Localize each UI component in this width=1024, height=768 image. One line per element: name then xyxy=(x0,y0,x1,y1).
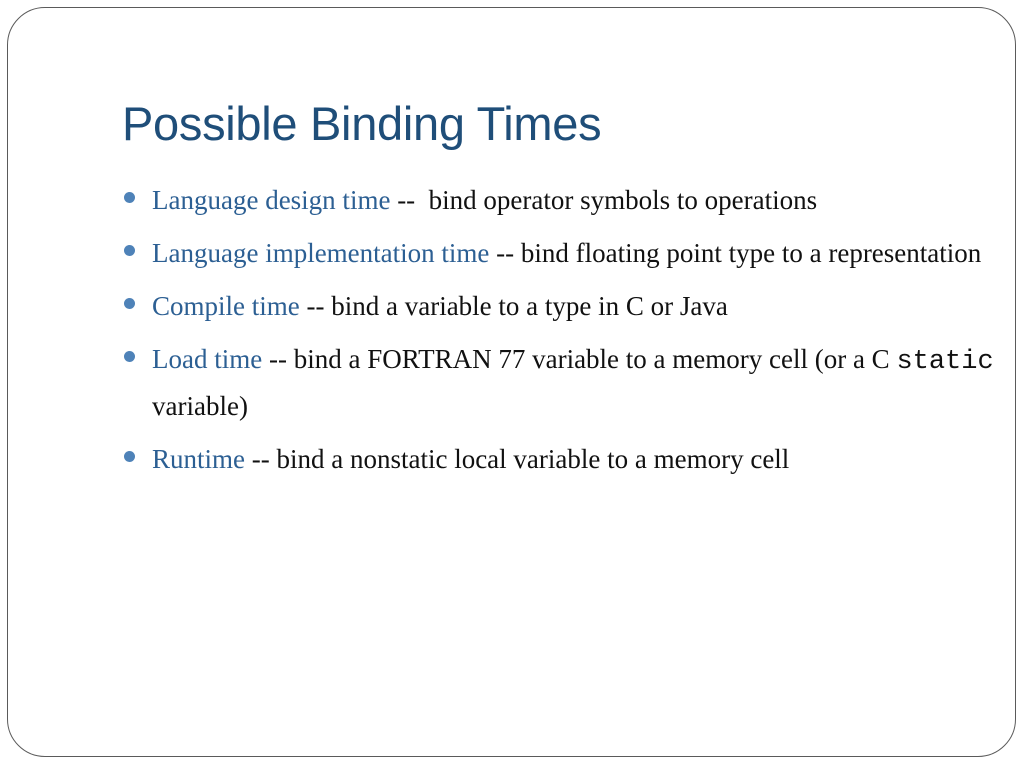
bullet-text-after: variable) xyxy=(152,391,248,421)
bullet-text: bind a nonstatic local variable to a memory cell xyxy=(276,444,790,474)
slide-title: Possible Binding Times xyxy=(122,97,602,150)
slide-frame xyxy=(7,7,1016,757)
bullet-dot-icon xyxy=(124,451,135,462)
bullet-separator: -- xyxy=(299,291,332,321)
bullet-text: bind floating point type to a representation xyxy=(520,238,982,268)
code-keyword-static: static xyxy=(896,347,994,377)
bullet-dot-icon xyxy=(124,351,135,362)
bullet-separator: -- xyxy=(245,444,277,474)
bullet-dot-icon xyxy=(124,245,135,256)
bullet-term: Language implementation time xyxy=(152,238,490,268)
bullet-term: Language design time xyxy=(152,185,391,215)
bullet-item-load-time xyxy=(120,337,1000,428)
bullet-text: bind a variable to a type in C or Java xyxy=(331,291,728,321)
bullet-separator: -- xyxy=(390,185,429,215)
bullet-list xyxy=(120,178,1000,490)
bullet-separator: -- xyxy=(262,344,294,374)
bullet-separator: -- xyxy=(489,238,521,268)
bullet-term: Load time xyxy=(152,344,263,374)
bullet-text: bind operator symbols to operations xyxy=(428,185,818,215)
bullet-dot-icon xyxy=(124,192,135,203)
bullet-text: bind a FORTRAN 77 variable to a memory cell (or a C xyxy=(293,344,897,374)
bullet-item-language-design-time xyxy=(120,178,1000,222)
bullet-term: Runtime xyxy=(152,444,245,474)
bullet-item-runtime xyxy=(120,437,1000,481)
bullet-term: Compile time xyxy=(152,291,300,321)
bullet-dot-icon xyxy=(124,298,135,309)
bullet-item-language-implementation-time xyxy=(120,231,1000,275)
bullet-item-compile-time xyxy=(120,284,1000,328)
